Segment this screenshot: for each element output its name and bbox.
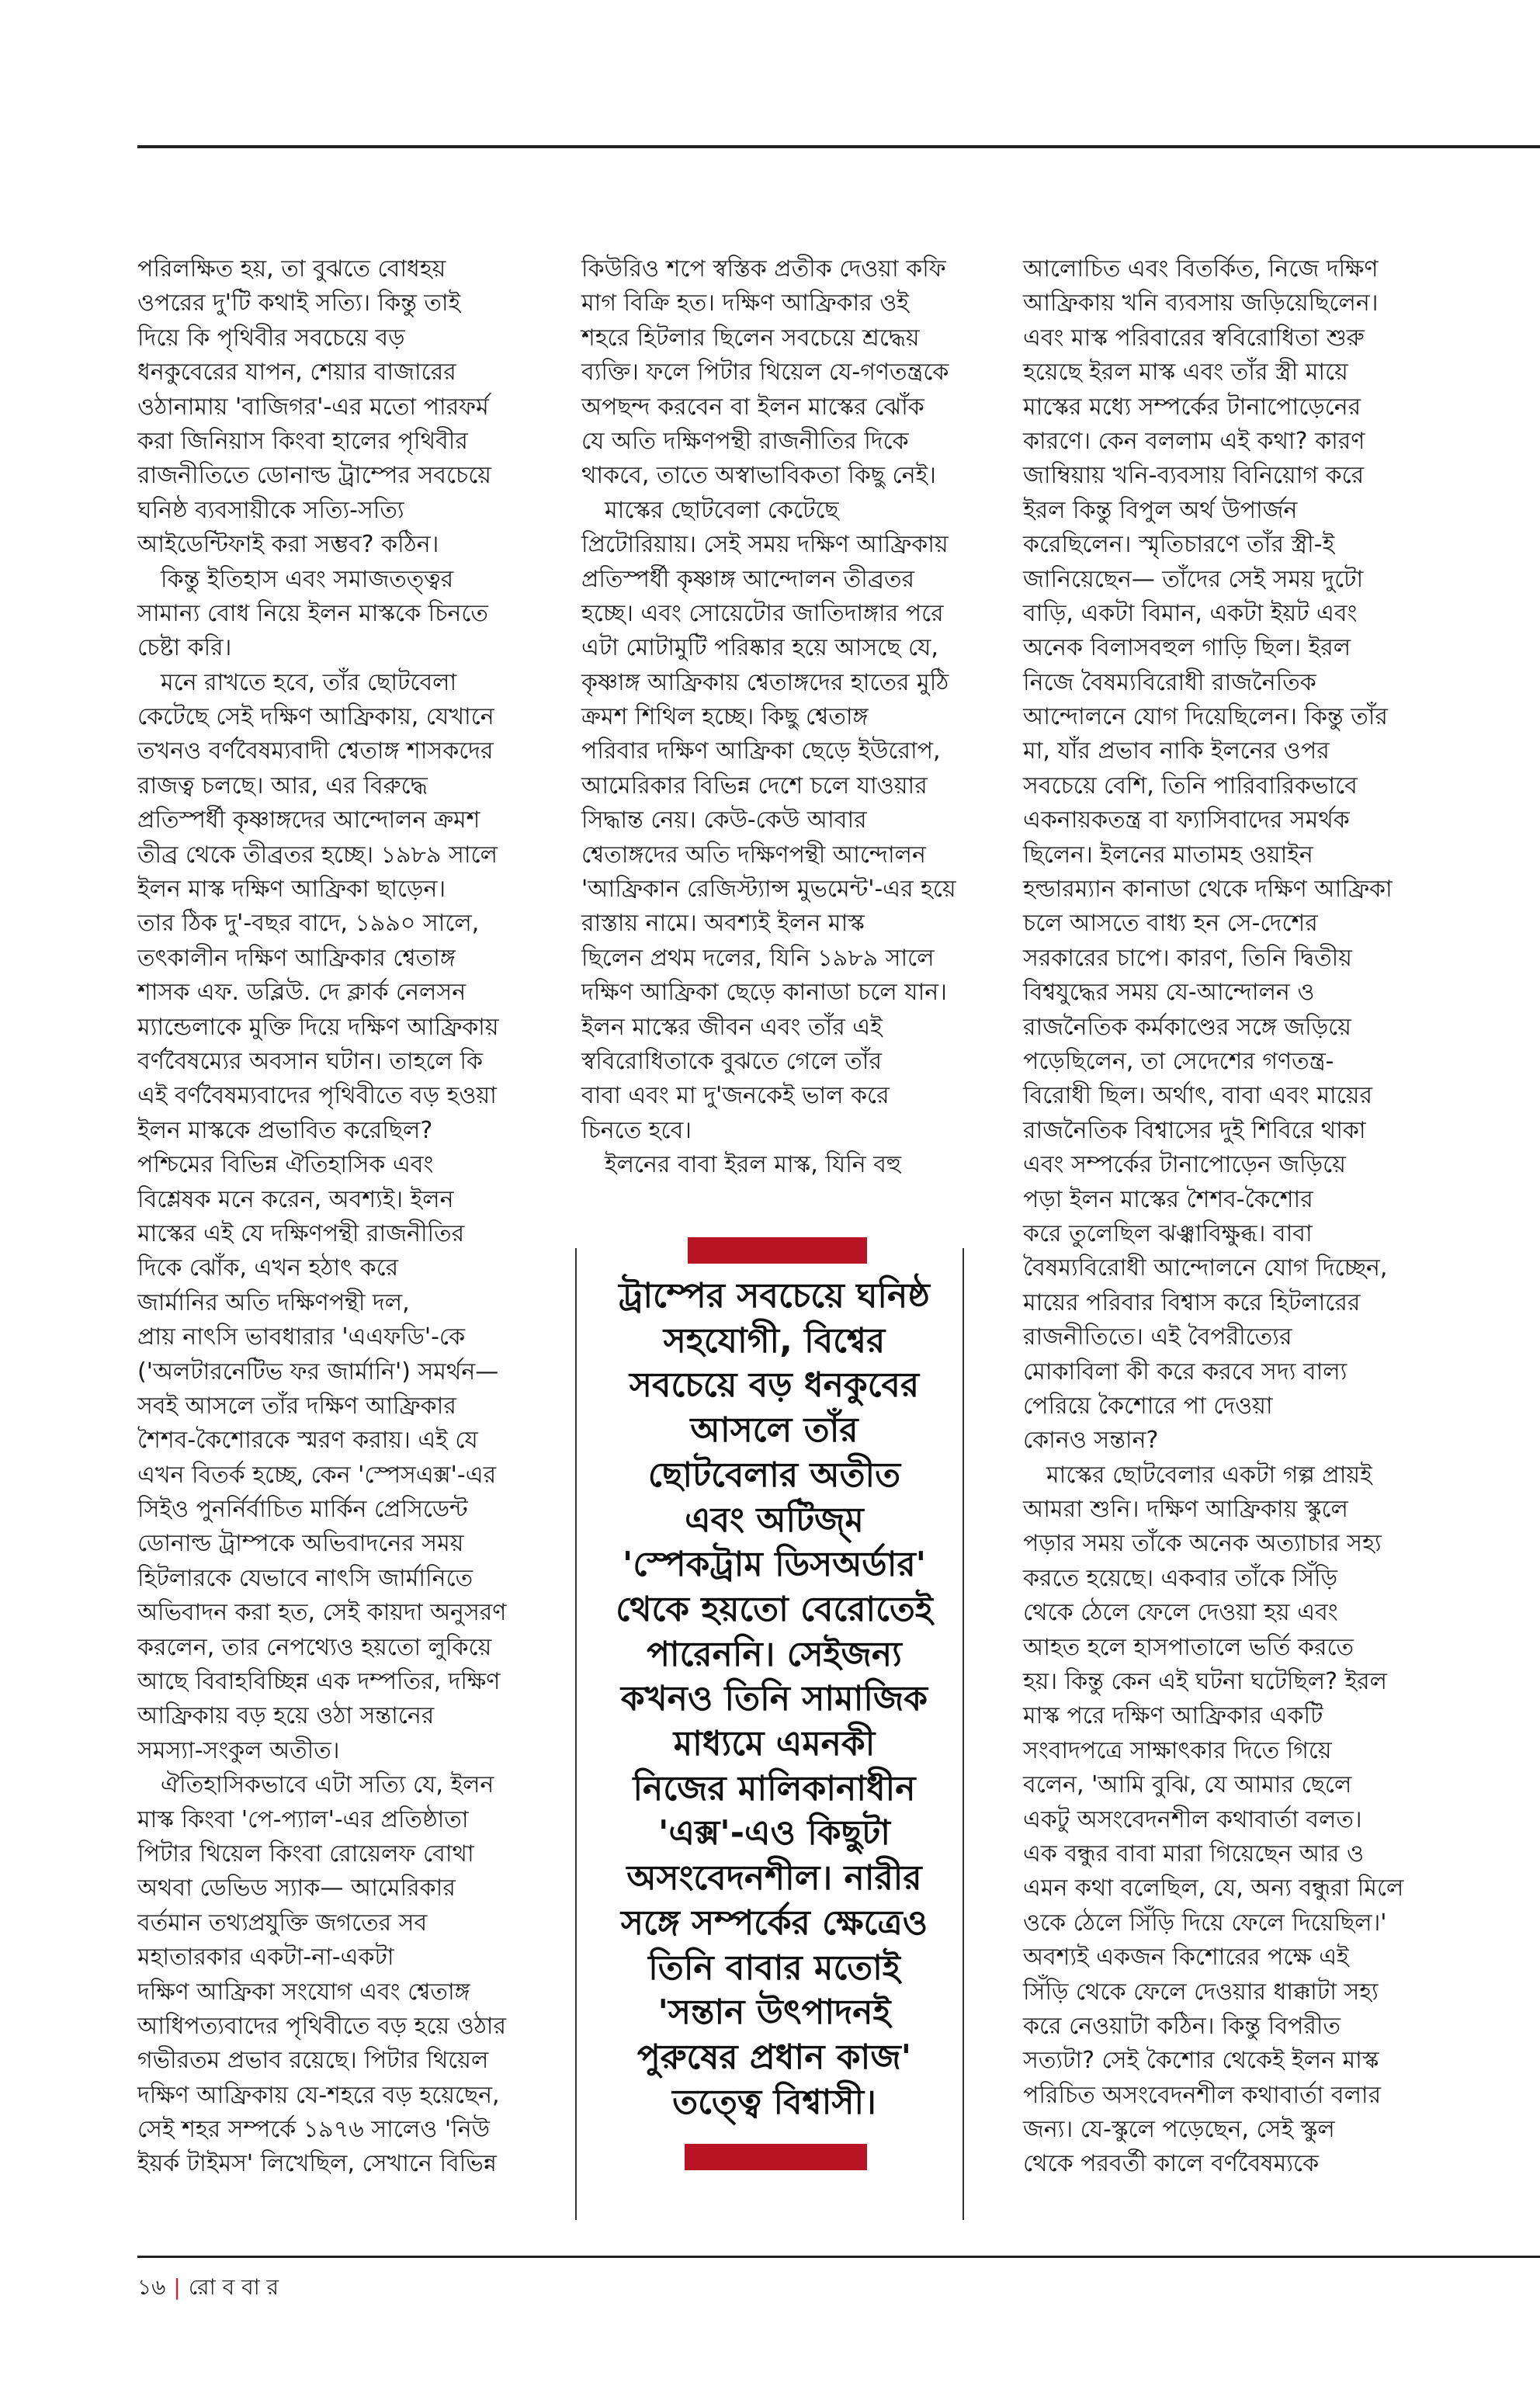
pull-quote-line: পুরুষের প্রধান কাজ' <box>636 2037 912 2077</box>
text-line: মাগ বিক্রি হত। দক্ষিণ আফ্রিকার ওই <box>581 290 909 317</box>
text-line: আমরা শুনি। দক্ষিণ আফ্রিকায় স্কুলে <box>1023 1496 1348 1524</box>
text-line: নিজে বৈষম্যবিরোধী রাজনৈতিক <box>1023 668 1316 696</box>
text-line: কৃষ্ণাঙ্গ আফ্রিকায় শ্বেতাঙ্গদের হাতের মুঠি <box>581 668 949 696</box>
text-line: অভিবাদন করা হত, সেই কায়দা অনুসরণ <box>137 1599 507 1627</box>
pull-quote-line: আসলে তাঁর <box>690 1410 858 1451</box>
text-line: মায়ের পরিবার বিশ্বাস করে হিটলারের <box>1023 1288 1361 1316</box>
text-line: ইরল কিন্তু বিপুল অর্থ উপার্জন <box>1023 496 1298 524</box>
text-line: কোনও সন্তান? <box>1023 1427 1159 1455</box>
text-line: ধনকুবেরের যাপন, শেয়ার বাজারের <box>137 359 456 387</box>
text-line: দক্ষিণ আফ্রিকায় যে-শহরে বড় হয়েছেন, <box>137 2081 500 2109</box>
text-line: সংবাদপত্রে সাক্ষাৎকার দিতে গিয়ে <box>1023 1736 1332 1764</box>
text-line: ছিলেন প্রথম দলের, যিনি ১৯৮৯ সালে <box>581 944 935 972</box>
pull-quote-line: ছোটবেলার অতীত <box>647 1455 901 1495</box>
text-line: আফ্রিকায় খনি ব্যবসায় জড়িয়েছিলেন। <box>1023 290 1379 317</box>
pull-quote-line: 'সন্তান উৎপাদনই <box>657 1992 891 2033</box>
text-line: মাস্কের এই যে দক্ষিণপন্থী রাজনীতির <box>137 1219 465 1247</box>
pull-quote-line: সঙ্গে সম্পর্কের ক্ষেত্রেও <box>620 1902 928 1943</box>
text-line: শ্বেতাঙ্গদের অতি দক্ষিণপন্থী আন্দোলন <box>581 841 926 869</box>
text-line: ইলনের বাবা ইরল মাস্ক, যিনি বহু <box>605 1151 902 1179</box>
pull-quote-line: পারেননি। সেইজন্য <box>647 1634 902 1674</box>
text-line: রাজনীতিতে ডোনাল্ড ট্রাম্পের সবচেয়ে <box>137 462 491 490</box>
text-line: 'আফ্রিকান রেজিস্ট্যান্স মুভমেন্ট'-এর হয়ে <box>581 876 956 903</box>
text-line: ওপরের দু'টি কথাই সত্যি। কিন্তু তাই <box>137 290 461 317</box>
text-line: প্রতিস্পর্ধী কৃষ্ণাঙ্গ আন্দোলন তীব্রতর <box>581 565 915 593</box>
text-line: সিদ্ধান্ত নেয়। কেউ-কেউ আবার <box>581 806 867 834</box>
pull-quote-bottom-bar <box>685 2144 867 2170</box>
text-line: থেকে ঠেলে ফেলে দেওয়া হয় এবং <box>1023 1599 1338 1627</box>
page-number: ১৬ <box>137 2274 166 2300</box>
text-line: পিটার থিয়েল কিংবা রোয়েলফ বোথা <box>137 1840 474 1868</box>
text-line: তৎকালীন দক্ষিণ আফ্রিকার শ্বেতাঙ্গ <box>137 944 456 972</box>
text-line: সবচেয়ে বেশি, তিনি পারিবারিকভাবে <box>1023 772 1358 799</box>
text-line: ঘনিষ্ঠ ব্যবসায়ীকে সত্যি-সত্যি <box>137 496 404 524</box>
text-line: বাড়ি, একটা বিমান, একটা ইয়ট এবং <box>1023 599 1358 627</box>
text-line: বলেন, 'আমি বুঝি, যে আমার ছেলে <box>1023 1771 1352 1799</box>
text-line: পরিচিত অসংবেদনশীল কথাবার্তা বলার <box>1023 2081 1382 2109</box>
text-line: ইয়র্ক টাইমস' লিখেছিল, সেখানে বিভিন্ন <box>137 2150 497 2178</box>
text-line: মাস্কের মধ্যে সম্পর্কের টানাপোড়েনের <box>1023 393 1361 421</box>
text-line: থেকে পরবর্তী কালে বর্ণবৈষম্যকে <box>1023 2150 1320 2178</box>
text-line: দক্ষিণ আফ্রিকা সংযোগ এবং শ্বেতাঙ্গ <box>137 1978 470 2006</box>
text-line: বৈষম্যবিরোধী আন্দোলনে যোগ দিচ্ছেন, <box>1023 1254 1388 1282</box>
text-line: এই বর্ণবৈষম্যবাদের পৃথিবীতে বড় হওয়া <box>137 1082 497 1110</box>
pull-quote-line: কখনও তিনি সামাজিক <box>620 1679 928 1719</box>
text-line: বিরোধী ছিল। অর্থাৎ, বাবা এবং মায়ের <box>1023 1082 1372 1110</box>
text-line: রাজনীতিতে। এই বৈপরীত্যের <box>1023 1323 1292 1351</box>
text-line: হল্ডারম্যান কানাডা থেকে দক্ষিণ আফ্রিকা <box>1023 876 1393 903</box>
text-line: পরিবার দক্ষিণ আফ্রিকা ছেড়ে ইউরোপ, <box>581 737 941 765</box>
text-line: জার্মানির অতি দক্ষিণপন্থী দল, <box>137 1288 410 1316</box>
text-line: সমস্যা-সংকুল অতীত। <box>137 1736 340 1764</box>
text-line: ইলন মাস্ক দক্ষিণ আফ্রিকা ছাড়েন। <box>137 876 446 903</box>
text-line: অথবা ডেভিড স্যাক— আমেরিকার <box>137 1875 456 1902</box>
text-line: আধিপত্যবাদের পৃথিবীতে বড় হয়ে ওঠার <box>137 2012 506 2040</box>
text-line: তীব্র থেকে তীব্রতর হচ্ছে। ১৯৮৯ সালে <box>137 841 498 869</box>
pull-quote <box>586 1274 962 2124</box>
text-line: সবই আসলে তাঁর দক্ষিণ আফ্রিকার <box>137 1392 456 1420</box>
publication-name: রো ব বা র <box>188 2274 279 2300</box>
text-line: আহত হলে হাসপাতালে ভর্তি করতে <box>1023 1633 1354 1661</box>
text-line: হচ্ছে। এবং সোয়েটোর জাতিদাঙ্গার পরে <box>581 599 944 627</box>
text-line: একনায়কতন্ত্র বা ফ্যাসিবাদের সমর্থক <box>1023 806 1350 834</box>
text-line: এবং সম্পর্কের টানাপোড়েন জড়িয়ে <box>1023 1151 1346 1179</box>
text-line: আইডেন্টিফাই করা সম্ভব? কঠিন। <box>137 531 439 559</box>
text-line: চিনতে হবে। <box>581 1116 692 1144</box>
text-line: রাজনৈতিক কর্মকাণ্ডের সঙ্গে জড়িয়ে <box>1023 1013 1351 1041</box>
text-line: মাস্কের ছোটবেলা কেটেছে <box>605 496 839 524</box>
pull-quote-top-bar <box>688 1237 867 1264</box>
text-line: মনে রাখতে হবে, তাঁর ছোটবেলা <box>161 668 457 696</box>
text-line: চলে আসতে বাধ্য হন সে-দেশের <box>1023 910 1318 938</box>
pull-quote-line: অসংবেদনশীল। নারীর <box>626 1858 922 1899</box>
text-line: সেই শহর সম্পর্কে ১৯৭৬ সালেও 'নিউ <box>137 2116 490 2144</box>
text-line: রাজনৈতিক বিশ্বাসের দুই শিবিরে থাকা <box>1023 1116 1366 1144</box>
text-line: প্রায় নাৎসি ভাবধারার 'এএফডি'-কে <box>137 1323 466 1351</box>
text-line: মাস্ক কিংবা 'পে-প্যাল'-এর প্রতিষ্ঠাতা <box>137 1805 469 1833</box>
text-line: ব্যক্তি। ফলে পিটার থিয়েল যে-গণতন্ত্রকে <box>581 359 949 387</box>
pull-quote-line: 'এক্স'-এও কিছুটা <box>658 1813 890 1854</box>
text-line: কেটেছে সেই দক্ষিণ আফ্রিকায়, যেখানে <box>137 703 494 731</box>
text-line: পড়েছিলেন, তা সেদেশের গণতন্ত্র- <box>1023 1047 1334 1075</box>
text-line: করেছিলেন। স্মৃতিচারণে তাঁর স্ত্রী-ই <box>1023 531 1335 559</box>
text-line: সত্যটা? সেই কৈশোর থেকেই ইলন মাস্ক <box>1023 2047 1379 2075</box>
text-line: কিন্তু ইতিহাস এবং সমাজতত্ত্বর <box>161 565 454 593</box>
pull-quote-line: তিনি বাবার মতোই <box>648 1947 900 1988</box>
text-line: একটু অসংবেদনশীল কথাবার্তা বলত। <box>1023 1805 1362 1833</box>
text-line: সরকারের চাপে। কারণ, তিনি দ্বিতীয় <box>1023 944 1352 972</box>
text-line: শৈশব-কৈশোরকে স্মরণ করায়। এই যে <box>137 1427 478 1455</box>
text-line: অবশ্যই একজন কিশোরের পক্ষে এই <box>1023 1944 1349 1972</box>
pull-quote-line: সবচেয়ে বড় ধনকুবের <box>629 1365 920 1406</box>
text-line: বিশ্বযুদ্ধের সময় যে-আন্দোলন ও <box>1023 979 1315 1007</box>
pull-quote-line: নিজের মালিকানাধীন <box>633 1768 916 1809</box>
text-line: আন্দোলনে যোগ দিয়েছিলেন। কিন্তু তাঁর <box>1023 703 1388 731</box>
article-column-2 <box>581 252 985 1183</box>
text-line: ('অলটারনেটিভ ফর জার্মানি') সমর্থন— <box>137 1358 499 1386</box>
text-line: কারণে। কেন বললাম এই কথা? কারণ <box>1023 427 1365 455</box>
text-line: ছিলেন। ইলনের মাতামহ ওয়াইন <box>1023 841 1313 869</box>
pull-quote-line: তত্ত্বে বিশ্বাসী। <box>672 2082 876 2122</box>
text-line: ঐতিহাসিকভাবে এটা সত্যি যে, ইলন <box>161 1771 494 1799</box>
footer-rule <box>137 2256 1540 2258</box>
pull-quote-line: এবং অটিজ্‌ম <box>685 1500 864 1540</box>
text-line: তখনও বর্ণবৈষম্যবাদী শ্বেতাঙ্গ শাসকদের <box>137 737 494 765</box>
text-line: এটা মোটামুটি পরিষ্কার হয়ে আসছে যে, <box>581 634 938 662</box>
text-line: আছে বিবাহবিচ্ছিন্ন এক দম্পতির, দক্ষিণ <box>137 1668 501 1696</box>
text-line: ক্রমশ শিথিল হচ্ছে। কিছু শ্বেতাঙ্গ <box>581 703 869 731</box>
page-footer <box>137 2270 279 2307</box>
text-line: সিঁড়ি থেকে ফেলে দেওয়ার ধাক্কাটা সহ্য <box>1023 1978 1379 2006</box>
column-divider-left <box>575 1248 577 2220</box>
text-line: বাবা এবং মা দু'জনকেই ভাল করে <box>581 1082 890 1110</box>
text-line: মাস্ক পরে দক্ষিণ আফ্রিকার একটি <box>1023 1702 1323 1730</box>
text-line: অনেক বিলাসবহুল গাড়ি ছিল। ইরল <box>1023 634 1351 662</box>
text-line: এমন কথা বলেছিল, যে, অন্য বন্ধুরা মিলে <box>1023 1875 1404 1902</box>
text-line: প্রিটোরিয়ায়। সেই সময় দক্ষিণ আফ্রিকায় <box>581 531 949 559</box>
text-line: থাকবে, তাতে অস্বাভাবিকতা কিছু নেই। <box>581 462 936 490</box>
text-line: শহরে হিটলার ছিলেন সবচেয়ে শ্রদ্ধেয় <box>581 324 920 352</box>
text-line: এখন বিতর্ক হচ্ছে, কেন 'স্পেসএক্স'-এর <box>137 1461 497 1489</box>
article-column-3 <box>1023 252 1427 2182</box>
text-line: ম্যান্ডেলাকে মুক্তি দিয়ে দক্ষিণ আফ্রিকায় <box>137 1013 499 1041</box>
text-line: অপছন্দ করবেন বা ইলন মাস্কের ঝোঁক <box>581 393 924 421</box>
text-line: পরিলক্ষিত হয়, তা বুঝতে বোধহয় <box>137 255 446 283</box>
pull-quote-line: মাধ্যমে এমনকী <box>673 1724 876 1764</box>
footer-separator: | <box>173 2274 181 2300</box>
text-line: সিইও পুনর্নির্বাচিত মার্কিন প্রেসিডেন্ট <box>137 1496 468 1524</box>
text-line: সামান্য বোধ নিয়ে ইলন মাস্ককে চিনতে <box>137 599 488 627</box>
text-line: দক্ষিণ আফ্রিকা ছেড়ে কানাডা চলে যান। <box>581 979 947 1007</box>
text-line: ওঠানামায় 'বাজিগর'-এর মতো পারফর্ম <box>137 393 489 421</box>
text-line: পশ্চিমের বিভিন্ন ঐতিহাসিক এবং <box>137 1151 434 1179</box>
text-line: ডোনাল্ড ট্রাম্পকে অভিবাদনের সময় <box>137 1530 464 1558</box>
text-line: স্ববিরোধিতাকে বুঝতে গেলে তাঁর <box>581 1047 882 1075</box>
text-line: কিউরিও শপে স্বস্তিক প্রতীক দেওয়া কফি <box>581 255 946 283</box>
text-line: ইলন মাস্কের জীবন এবং তাঁর এই <box>581 1013 883 1041</box>
pull-quote-line: 'স্পেকট্রাম ডিসঅর্ডার' <box>622 1545 927 1585</box>
text-line: জানিয়েছেন— তাঁদের সেই সময় দুটো <box>1023 565 1364 593</box>
text-line: জন্য। যে-স্কুলে পড়েছেন, সেই স্কুল <box>1023 2116 1335 2144</box>
text-line: মাস্কের ছোটবেলার একটা গল্প প্রায়ই <box>1046 1461 1372 1489</box>
text-line: গভীরতম প্রভাব রয়েছে। পিটার থিয়েল <box>137 2047 489 2075</box>
text-line: দিয়ে কি পৃথিবীর সবচেয়ে বড় <box>137 324 405 352</box>
text-line: তার ঠিক দু'-বছর বাদে, ১৯৯০ সালে, <box>137 910 480 938</box>
text-line: হয়েছে ইরল মাস্ক এবং তাঁর স্ত্রী মায়ে <box>1023 359 1348 387</box>
pull-quote-line: ট্রাম্পের সবচেয়ে ঘনিষ্ঠ <box>619 1276 930 1316</box>
text-line: জাম্বিয়ায় খনি-ব্যবসায় বিনিয়োগ করে <box>1023 462 1365 490</box>
text-line: করে নেওয়াটা কঠিন। কিন্তু বিপরীত <box>1023 2012 1341 2040</box>
text-line: বিশ্লেষক মনে করেন, অবশ্যই। ইলন <box>137 1185 454 1213</box>
text-line: মহাতারকার একটা-না-একটা <box>137 1944 394 1972</box>
text-line: হয়। কিন্তু কেন এই ঘটনা ঘটেছিল? ইরল <box>1023 1668 1388 1696</box>
text-line: ইলন মাস্ককে প্রভাবিত করেছিল? <box>137 1116 433 1144</box>
column-divider-right <box>962 1248 964 2220</box>
text-line: প্রতিস্পর্ধী কৃষ্ণাঙ্গদের আন্দোলন ক্রমশ <box>137 806 480 834</box>
pull-quote-line: সহযোগী, বিশ্বের <box>663 1320 886 1361</box>
text-line: আফ্রিকায় বড় হয়ে ওঠা সন্তানের <box>137 1702 435 1730</box>
text-line: পড়া ইলন মাস্কের শৈশব-কৈশোর <box>1023 1185 1313 1213</box>
text-line: মোকাবিলা কী করে করবে সদ্য বাল্য <box>1023 1358 1348 1386</box>
text-line: এক বন্ধুর বাবা মারা গিয়েছেন আর ও <box>1023 1840 1365 1868</box>
text-line: করা জিনিয়াস কিংবা হালের পৃথিবীর <box>137 427 468 455</box>
pull-quote-line: থেকে হয়তো বেরোতেই <box>616 1589 933 1629</box>
text-line: এবং মাস্ক পরিবারের স্ববিরোধিতা শুরু <box>1023 324 1365 352</box>
text-line: চেষ্টা করি। <box>137 634 232 662</box>
text-line: শাসক এফ. ডব্লিউ. দে ক্লার্ক নেলসন <box>137 979 467 1007</box>
text-line: আমেরিকার বিভিন্ন দেশে চলে যাওয়ার <box>581 772 928 799</box>
text-line: বর্তমান তথ্যপ্রযুক্তি জগতের সব <box>137 1909 428 1937</box>
text-line: রাস্তায় নামে। অবশ্যই ইলন মাস্ক <box>581 910 865 938</box>
text-line: দিকে ঝোঁক, এখন হঠাৎ করে <box>137 1254 399 1282</box>
text-line: আলোচিত এবং বিতর্কিত, নিজে দক্ষিণ <box>1023 255 1379 283</box>
text-line: করলেন, তার নেপথ্যেও হয়তো লুকিয়ে <box>137 1633 492 1661</box>
article-column-1 <box>137 252 541 2182</box>
text-line: হিটলারকে যেভাবে নাৎসি জার্মানিতে <box>137 1564 473 1592</box>
text-line: করে তুলেছিল ঝঞ্ঝাবিক্ষুব্ধ। বাবা <box>1023 1219 1313 1247</box>
text-line: ওকে ঠেলে সিঁড়ি দিয়ে ফেলে দিয়েছিল।' <box>1023 1909 1387 1937</box>
text-line: মা, যাঁর প্রভাব নাকি ইলনের ওপর <box>1023 737 1330 765</box>
text-line: পেরিয়ে কৈশোরে পা দেওয়া <box>1023 1392 1273 1420</box>
text-line: বর্ণবৈষম্যের অবসান ঘটান। তাহলে কি <box>137 1047 483 1075</box>
text-line: যে অতি দক্ষিণপন্থী রাজনীতির দিকে <box>581 427 909 455</box>
text-line: পড়ার সময় তাঁকে অনেক অত্যাচার সহ্য <box>1023 1530 1382 1558</box>
text-line: রাজত্ব চলছে। আর, এর বিরুদ্ধে <box>137 772 428 799</box>
top-rule <box>137 145 1540 148</box>
text-line: করতে হয়েছে। একবার তাঁকে সিঁড়ি <box>1023 1564 1338 1592</box>
